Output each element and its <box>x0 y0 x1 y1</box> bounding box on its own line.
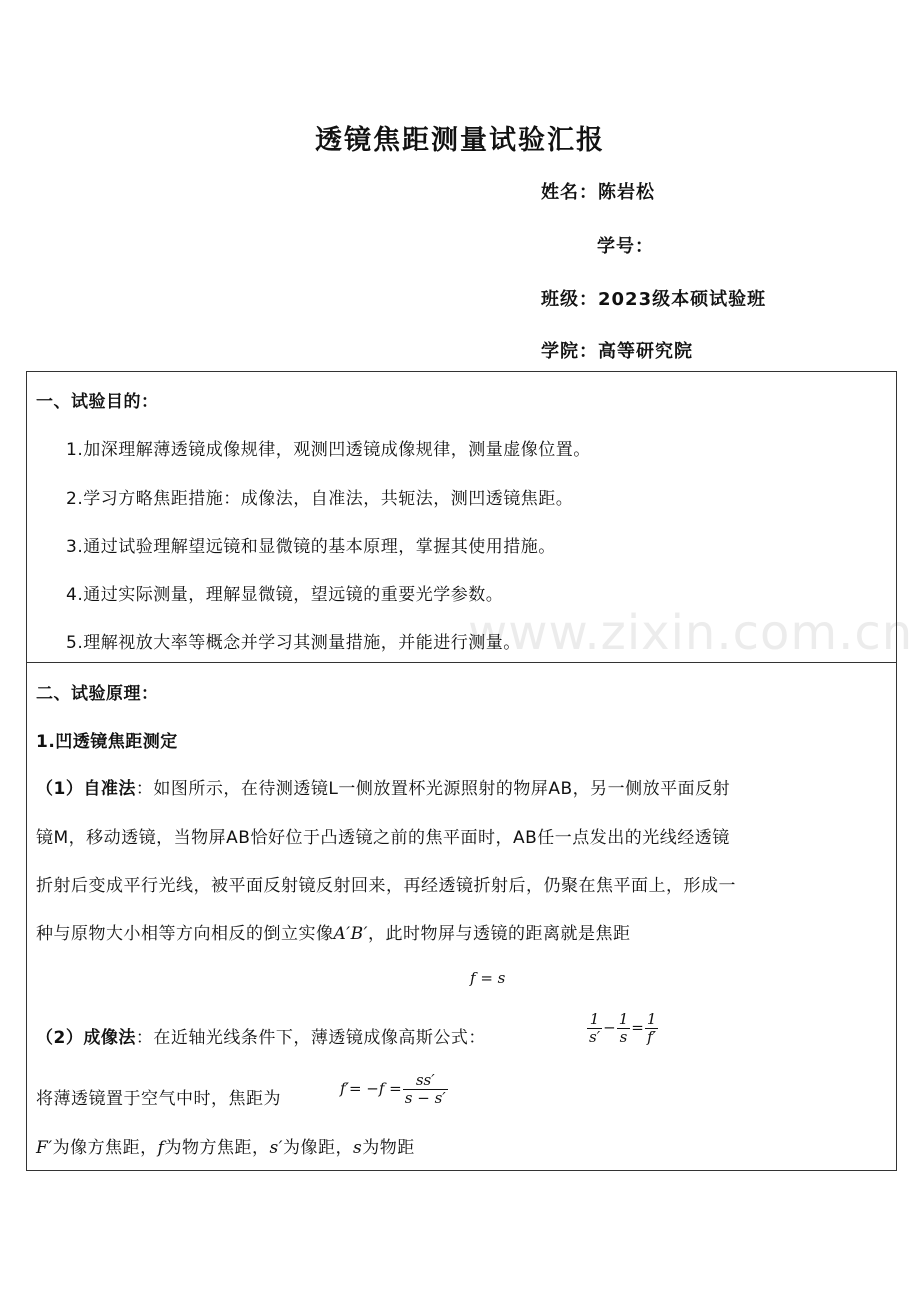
auto-collimation-label: （1）自准法 <box>36 779 136 799</box>
objective-item: 2.学习方略焦距措施：成像法，自准法，共轭法，测凹透镜焦距。 <box>66 489 574 509</box>
student-id: 学号： <box>597 236 654 257</box>
imaging-method-label: （2）成像法 <box>36 1028 136 1048</box>
objective-item: 5.理解视放大率等概念并学习其测量措施，并能进行测量。 <box>66 633 521 653</box>
paragraph-text: 种与原物大小相等方向相反的倒立实像 <box>36 924 334 944</box>
fraction: $\frac{ss'}{s - s'}$ <box>404 1071 446 1107</box>
paragraph-text: ，此时物屏与透镜的距离就是焦距 <box>368 924 631 944</box>
objective-item: 1.加深理解薄透镜成像规律，观测凹透镜成像规律，测量虚像位置。 <box>66 440 591 460</box>
paragraph-line <box>36 919 631 944</box>
objectives-box <box>26 371 897 663</box>
section2-heading: 二、试验原理： <box>36 684 159 704</box>
subsection-heading: 1.凹透镜焦距测定 <box>36 732 178 752</box>
paragraph-text: ：在近轴光线条件下，薄透镜成像高斯公式： <box>135 1028 486 1048</box>
gauss-formula: $\frac{1}{s'}$ − $\frac{1}{s}$ = $\frac{1}{f'}$ <box>589 1010 657 1046</box>
document-title: 透镜焦距测量试验汇报 <box>315 125 605 156</box>
image-symbol: A′B′ <box>333 924 368 944</box>
air-focal-formula: f′= −f = $\frac{ss'}{s - s'}$ <box>340 1071 446 1107</box>
watermark: www.zixin.com.cn <box>468 605 914 661</box>
fraction: $\frac{1}{f'}$ <box>646 1010 657 1046</box>
air-focal-paragraph: 将薄透镜置于空气中时，焦距为 <box>36 1089 281 1109</box>
college-info: 学院：高等研究院 <box>541 341 693 362</box>
author-name: 姓名：陈岩松 <box>541 182 655 203</box>
objective-item: 4.通过实际测量，理解显微镜，望远镜的重要光学参数。 <box>66 585 504 605</box>
section1-heading: 一、试验目的： <box>36 392 159 412</box>
paragraph-line: 镜M，移动透镜，当物屏AB恰好位于凸透镜之前的焦平面时，AB任一点发出的光线经透镜 <box>36 828 730 848</box>
formula-f-equals-s: f = s <box>470 969 506 987</box>
imaging-method-paragraph <box>36 1023 486 1048</box>
objective-item: 3.通过试验理解望远镜和显微镜的基本原理，掌握其使用措施。 <box>66 537 556 557</box>
fraction: $\frac{1}{s'}$ <box>589 1010 601 1046</box>
fraction: $\frac{1}{s}$ <box>618 1010 629 1046</box>
paragraph-line: 折射后变成平行光线，被平面反射镜反射回来，再经透镜折射后，仍聚在焦平面上，形成一 <box>36 876 736 896</box>
class-info: 班级：2023级本硕试验班 <box>541 289 767 310</box>
auto-collimation-paragraph <box>36 774 730 799</box>
symbol-legend: F′为像方焦距，f为物方焦距，s′为像距，s为物距 <box>36 1138 415 1158</box>
paragraph-text: ：如图所示，在待测透镜L一侧放置杯光源照射的物屏AB，另一侧放平面反射 <box>135 779 731 799</box>
